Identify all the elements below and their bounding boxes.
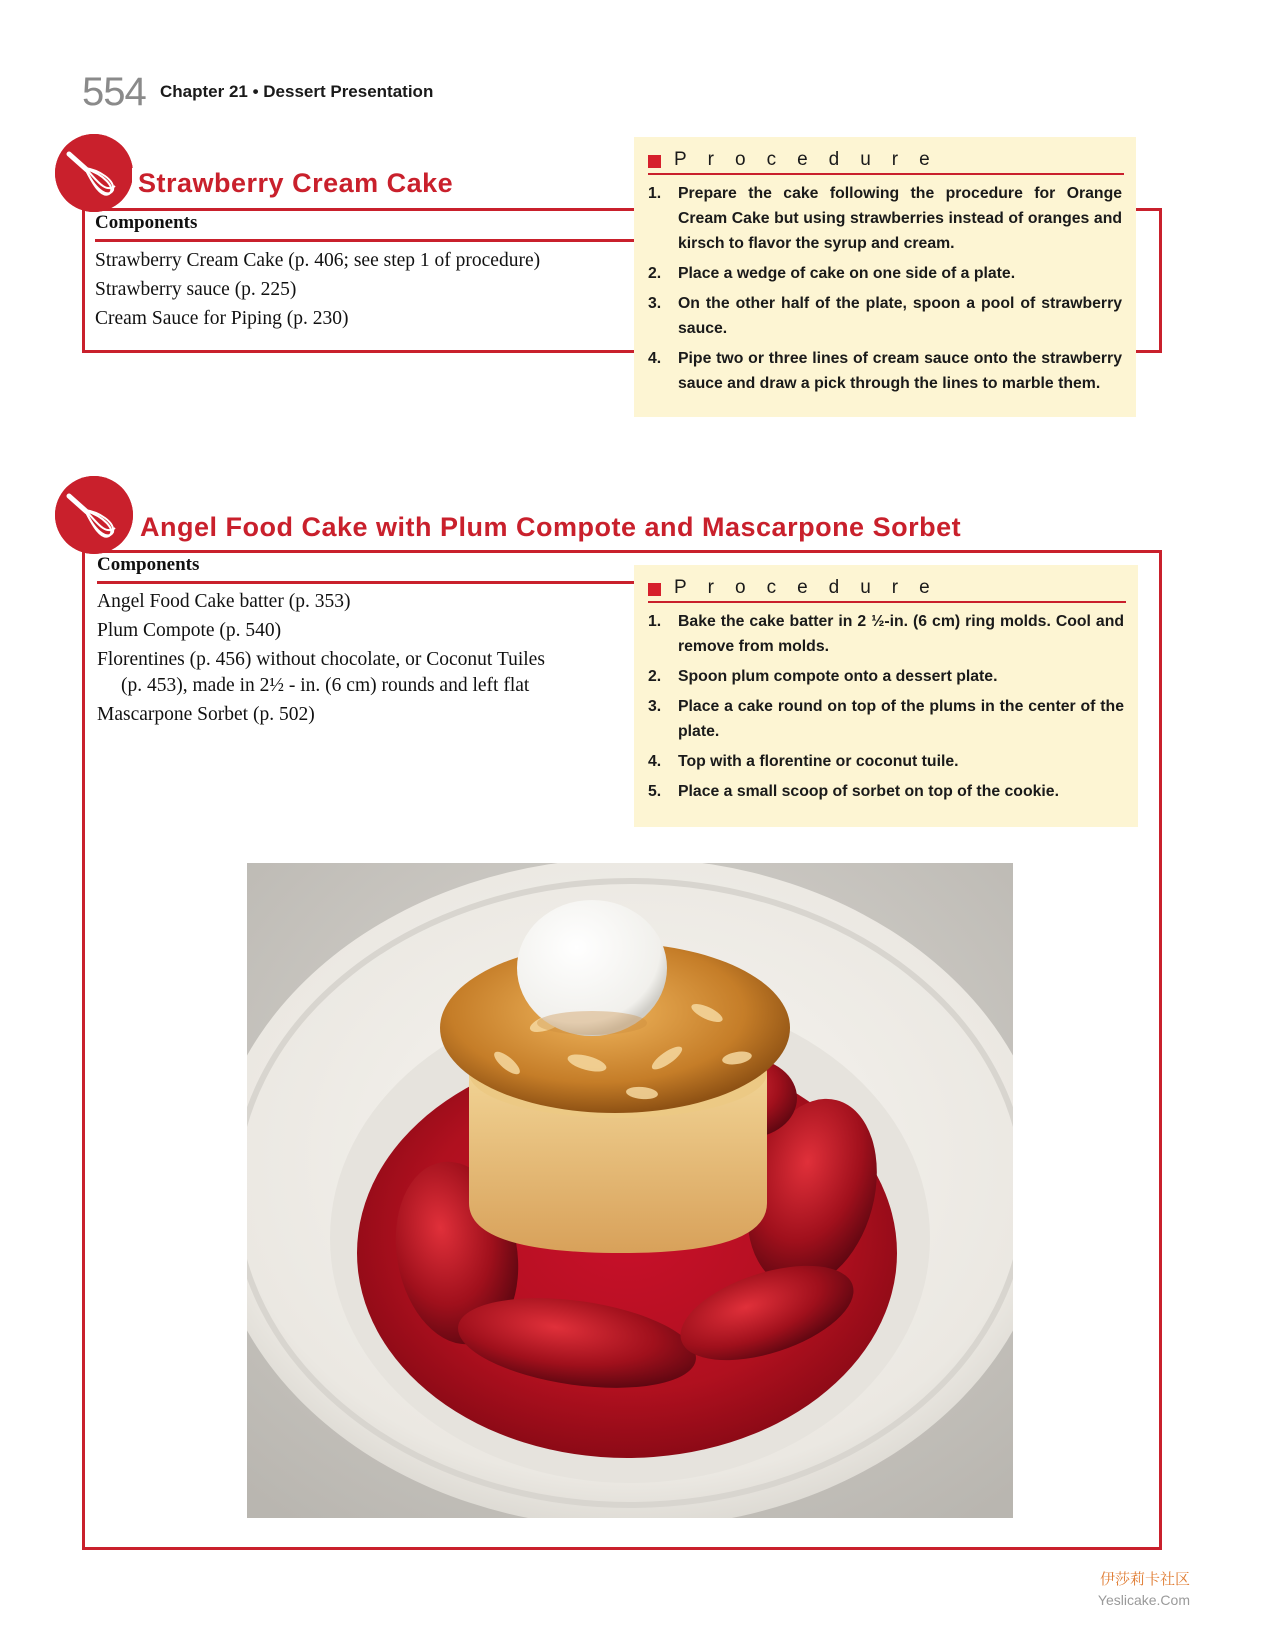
dessert-photo — [247, 863, 1013, 1518]
step-number: 4. — [648, 350, 662, 367]
procedure-header — [648, 579, 1126, 603]
step-number: 3. — [648, 698, 662, 715]
procedure-step — [648, 261, 1122, 286]
procedure-step — [648, 346, 1122, 396]
list-item: Strawberry Cream Cake (p. 406; see step 1 of procedure) — [95, 250, 541, 271]
step-number: 4. — [648, 753, 662, 770]
procedure-header — [648, 151, 1124, 175]
list-item: (p. 453), made in 2½ - in. (6 cm) rounds and left flat — [121, 675, 530, 696]
components-heading: Components — [97, 554, 200, 575]
procedure-heading: Procedure — [674, 149, 951, 170]
step-text: Place a wedge of cake on one side of a plate. — [678, 265, 1016, 282]
recipe-title-strawberry: Strawberry Cream Cake — [132, 168, 459, 199]
components-rule — [95, 239, 635, 242]
procedure-step — [648, 749, 1124, 774]
list-item: Florentines (p. 456) without chocolate, or Coconut Tuiles — [97, 649, 545, 670]
procedure-step — [648, 664, 1124, 689]
procedure-heading: Procedure — [674, 577, 951, 598]
list-item: Angel Food Cake batter (p. 353) — [97, 591, 351, 612]
procedure-steps — [648, 181, 1122, 401]
step-number: 1. — [648, 185, 662, 202]
step-text: Top with a florentine or coconut tuile. — [678, 753, 959, 770]
list-item: Mascarpone Sorbet (p. 502) — [97, 704, 315, 725]
step-number: 5. — [648, 783, 662, 800]
list-item: Cream Sauce for Piping (p. 230) — [95, 308, 349, 329]
chapter-title: Chapter 21 • Dessert Presentation — [160, 82, 434, 101]
procedure-panel — [634, 137, 1136, 417]
step-text: Spoon plum compote onto a dessert plate. — [678, 668, 998, 685]
recipe-title-angel-food: Angel Food Cake with Plum Compote and Mascarpone Sorbet — [134, 512, 967, 543]
step-number: 3. — [648, 295, 662, 312]
step-text: Place a small scoop of sorbet on top of the cookie. — [678, 783, 1059, 800]
watermark-url: Yeslicake.Com — [1097, 1592, 1190, 1608]
procedure-step — [648, 291, 1122, 341]
step-number: 1. — [648, 613, 662, 630]
list-item: Plum Compote (p. 540) — [97, 620, 282, 641]
step-text: Prepare the cake following the procedure for Orange Cream Cake but using strawberries instead of oranges and kirsch to flavor the syrup and cream. — [678, 185, 1122, 252]
whisk-icon — [55, 476, 133, 554]
step-text: On the other half of the plate, spoon a pool of strawberry sauce. — [678, 295, 1122, 337]
whisk-icon — [55, 134, 133, 212]
watermark-chinese: 伊莎莉卡社区 — [1099, 1570, 1190, 1588]
red-square-icon — [648, 155, 661, 168]
step-text: Bake the cake batter in 2 ½-in. (6 cm) ring molds. Cool and remove from molds. — [678, 613, 1124, 655]
step-number: 2. — [648, 668, 662, 685]
step-text: Place a cake round on top of the plums in the center of the plate. — [678, 698, 1124, 740]
procedure-step — [648, 181, 1122, 256]
step-number: 2. — [648, 265, 662, 282]
components-rule — [97, 581, 635, 584]
procedure-steps — [648, 609, 1124, 809]
procedure-step — [648, 694, 1124, 744]
components-list — [95, 246, 540, 333]
procedure-step — [648, 779, 1124, 804]
components-list — [97, 587, 545, 729]
procedure-panel — [634, 565, 1138, 827]
components-heading: Components — [95, 212, 198, 233]
red-square-icon — [648, 583, 661, 596]
procedure-step — [648, 609, 1124, 659]
list-item: Strawberry sauce (p. 225) — [95, 279, 297, 300]
step-text: Pipe two or three lines of cream sauce onto the strawberry sauce and draw a pick through the lines to marble them. — [678, 350, 1122, 392]
page-number: 554 — [82, 70, 146, 114]
